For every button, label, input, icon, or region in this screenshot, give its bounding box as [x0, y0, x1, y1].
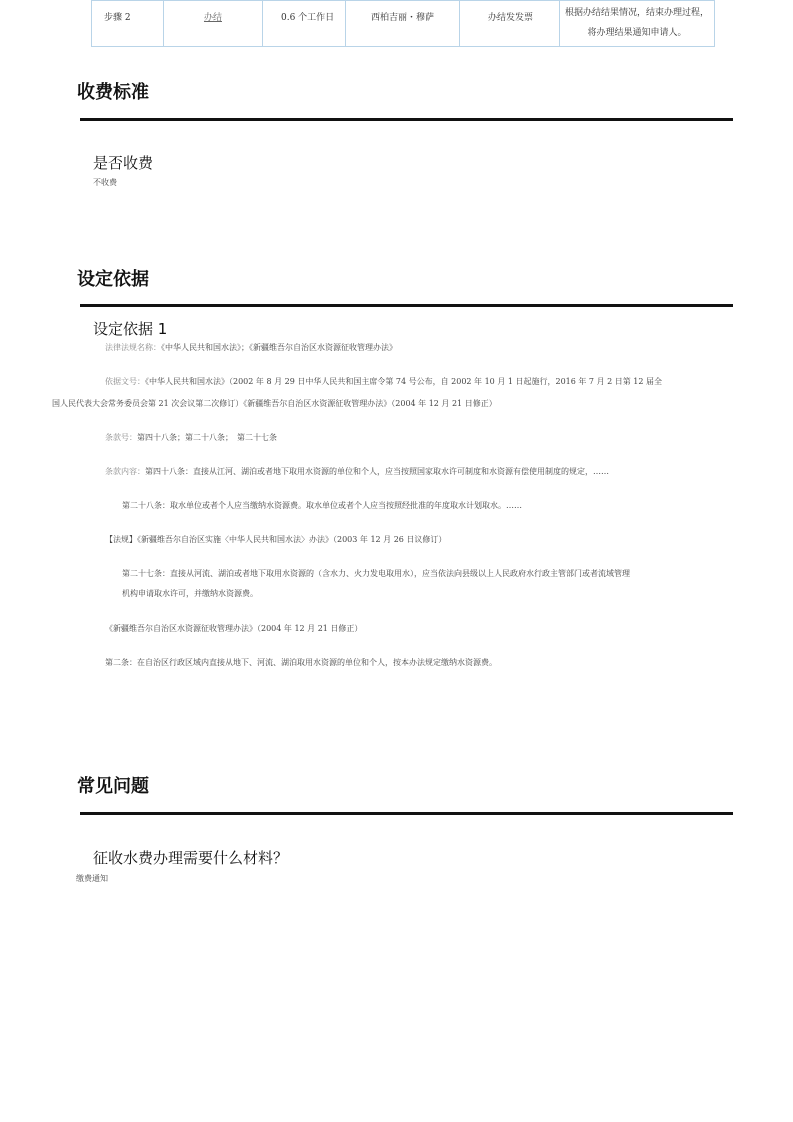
step-name-link[interactable]: 办结 — [203, 13, 222, 23]
basis-section-title: 设定依据 — [77, 269, 149, 290]
regulation-line: 【法规】《新疆维吾尔自治区实施〈中华人民共和国水法〉办法》（2003 年 12 月 26 日议修订） — [105, 535, 447, 544]
fee-value: 不收费 — [93, 178, 117, 187]
clause-no-label: 条款号： — [105, 433, 137, 442]
clause-content-label: 条款内容： — [105, 467, 145, 476]
law-name-row — [105, 340, 397, 356]
step-cell: 步骤 2 — [92, 1, 164, 47]
doc-no-row — [105, 374, 662, 390]
faq-answer: 缴费通知 — [76, 874, 108, 883]
description-cell — [560, 1, 715, 47]
clause-content-line-2: 第二十八条：取水单位或者个人应当缴纳水资源费。取水单位或者个人应当按照经批准的年度取水计划取水。…… — [122, 501, 522, 510]
measures-line: 《新疆维吾尔自治区水资源征收管理办法》（2004 年 12 月 21 日修正） — [105, 624, 363, 633]
faq-section-title: 常见问题 — [77, 776, 149, 797]
article27-line-2: 机构申请取水许可，并缴纳水资源费。 — [122, 589, 258, 598]
faq-question: 征收水费办理需要什么材料？ — [93, 849, 289, 867]
step-name-cell — [164, 1, 263, 47]
doc-no-line-1: 《中华人民共和国水法》（2002 年 8 月 29 日中华人民共和国主席令第 74 号公布，自 2002 年 10 月 1 日起施行，2016 年 7 月 2 日第 12 届全 — [145, 377, 663, 386]
clause-content-row — [105, 464, 609, 480]
faq-section-divider — [80, 812, 733, 815]
clause-no-value: 第四十八条；第二十八条； 第二十七条 — [137, 433, 277, 442]
article27-line-1: 第二十七条：直接从河流、湖泊或者地下取用水资源的（含水力、火力发电取用水），应当依法向县级以上人民政府水行政主管部门或者流域管理 — [122, 569, 630, 578]
description-line-2: 将办理结果通知申请人。 — [587, 28, 687, 38]
time-limit-cell: 0.6 个工作日 — [263, 1, 346, 47]
fee-subtitle: 是否收费 — [93, 154, 154, 172]
clause-no-row — [105, 430, 277, 446]
doc-no-label: 依据文号： — [105, 377, 145, 386]
fee-section-title: 收费标准 — [77, 82, 149, 103]
article2-line: 第二条：在自治区行政区域内直接从地下、河流、湖泊取用水资源的单位和个人，按本办法规定缴纳水资源费。 — [105, 658, 497, 667]
table-row — [92, 1, 715, 47]
fee-section-divider — [80, 118, 733, 121]
basis-subtitle: 设定依据 1 — [93, 320, 168, 338]
steps-table — [91, 0, 715, 47]
law-name-label: 法律法规名称： — [105, 343, 161, 352]
doc-no-line-2: 国人民代表大会常务委员会第 21 次会议第二次修订）《新疆维吾尔自治区水资源征收管理办法》（2004 年 12 月 21 日修正） — [52, 399, 497, 408]
basis-section-divider — [80, 304, 733, 307]
description-line-1: 根据办结结果情况，结束办理过程， — [564, 8, 709, 18]
result-cell: 办结发发票 — [460, 1, 560, 47]
person-cell: 西柏吉丽・穆萨 — [346, 1, 460, 47]
clause-content-line-1: 第四十八条：直接从江河、湖泊或者地下取用水资源的单位和个人，应当按照国家取水许可制度和水资源有偿使用制度的规定，…… — [145, 467, 609, 476]
law-name-value: 《中华人民共和国水法》；《新疆维吾尔自治区水资源征收管理办法》 — [161, 343, 397, 352]
